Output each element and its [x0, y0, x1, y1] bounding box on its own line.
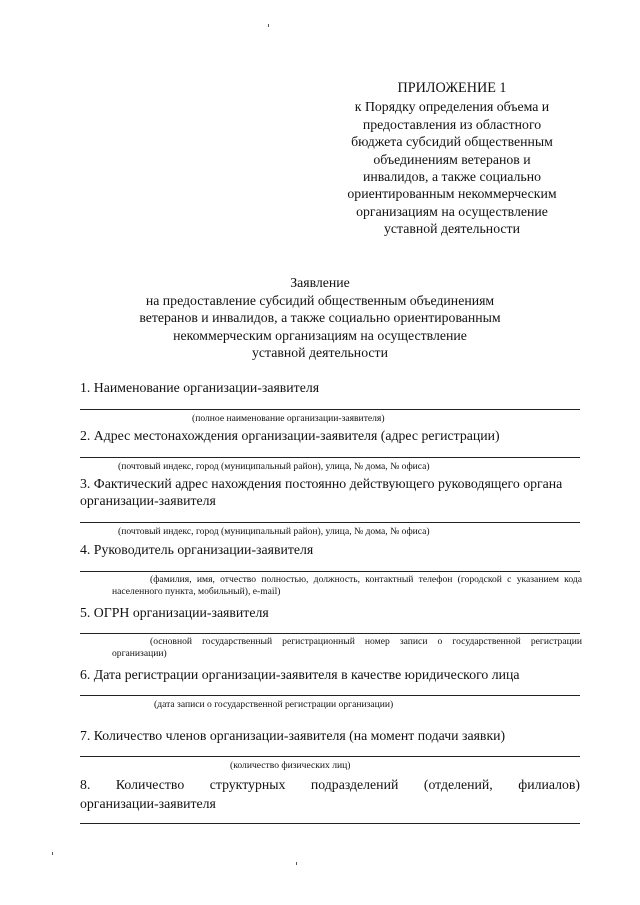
- title-line: некоммерческим организациям на осуществление: [173, 327, 467, 343]
- item-1-hint: (полное наименование организации-заявителя): [192, 413, 385, 424]
- appendix-line: предоставления из областного: [362, 116, 542, 132]
- item-1-label: 1. Наименование организации-заявителя: [80, 380, 320, 395]
- item-6-field-line[interactable]: [80, 695, 580, 696]
- appendix-line: организациям на осуществление: [356, 203, 548, 219]
- item-8-field-line[interactable]: [80, 823, 580, 824]
- item-6-hint: (дата записи о государственной регистрации организации): [154, 699, 394, 710]
- item-5-label: 5. ОГРН организации-заявителя: [80, 605, 269, 620]
- appendix-line: уставной деятельности: [384, 221, 520, 237]
- item-2-field-line[interactable]: [80, 457, 580, 458]
- item-4-field-line[interactable]: [80, 571, 580, 572]
- title-line: уставной деятельности: [252, 345, 388, 360]
- scan-speck: [52, 852, 53, 855]
- appendix-line: к Порядку определения объема и: [354, 99, 550, 115]
- item-5-field-line[interactable]: [80, 633, 580, 634]
- appendix-line: объединениям ветеранов и: [373, 151, 531, 167]
- title-line: Заявление: [290, 275, 350, 290]
- item-4-hint: (фамилия, имя, отчество полностью, должность, контактный телефон (городской с указанием кода населенного пункта, мобильный), e-mail): [112, 574, 582, 598]
- scan-speck: [268, 24, 269, 27]
- item-8-label: 8. Количество структурных подразделений (отделений, филиалов): [80, 777, 580, 792]
- appendix-header: [330, 80, 574, 238]
- item-7-label: 7. Количество членов организации-заявителя (на момент подачи заявки): [80, 728, 506, 743]
- appendix-line: бюджета субсидий общественным: [351, 134, 553, 150]
- document-title: [110, 274, 530, 362]
- item-5-hint: (основной государственный регистрационный номер записи о государственной регистрации организации): [112, 636, 582, 660]
- item-2-label: 2. Адрес местонахождения организации-заявителя (адрес регистрации): [80, 428, 500, 443]
- appendix-line: ориентированным некоммерческим: [347, 186, 557, 202]
- item-1-field-line[interactable]: [80, 409, 580, 410]
- item-3-hint: (почтовый индекс, город (муниципальный район), улица, № дома, № офиса): [118, 526, 430, 537]
- scan-speck: [296, 862, 297, 865]
- appendix-heading: ПРИЛОЖЕНИЕ 1: [397, 80, 507, 96]
- item-7-hint: (количество физических лиц): [230, 760, 351, 771]
- item-6-label: 6. Дата регистрации организации-заявителя в качестве юридического лица: [80, 667, 520, 682]
- appendix-line: инвалидов, а также социально: [363, 169, 541, 185]
- item-2-hint: (почтовый индекс, город (муниципальный район), улица, № дома, № офиса): [118, 461, 430, 472]
- item-7-field-line[interactable]: [80, 756, 580, 757]
- item-3-field-line[interactable]: [80, 522, 580, 523]
- title-line: ветеранов и инвалидов, а также социально ориентированным: [139, 310, 501, 325]
- item-4-label: 4. Руководитель организации-заявителя: [80, 542, 314, 557]
- title-line: на предоставление субсидий общественным объединениям: [145, 292, 495, 308]
- item-3-label: 3. Фактический адрес нахождения постоянно действующего руководящего органа организации-заявителя: [80, 476, 563, 509]
- item-8-label-continued: организации-заявителя: [80, 796, 216, 811]
